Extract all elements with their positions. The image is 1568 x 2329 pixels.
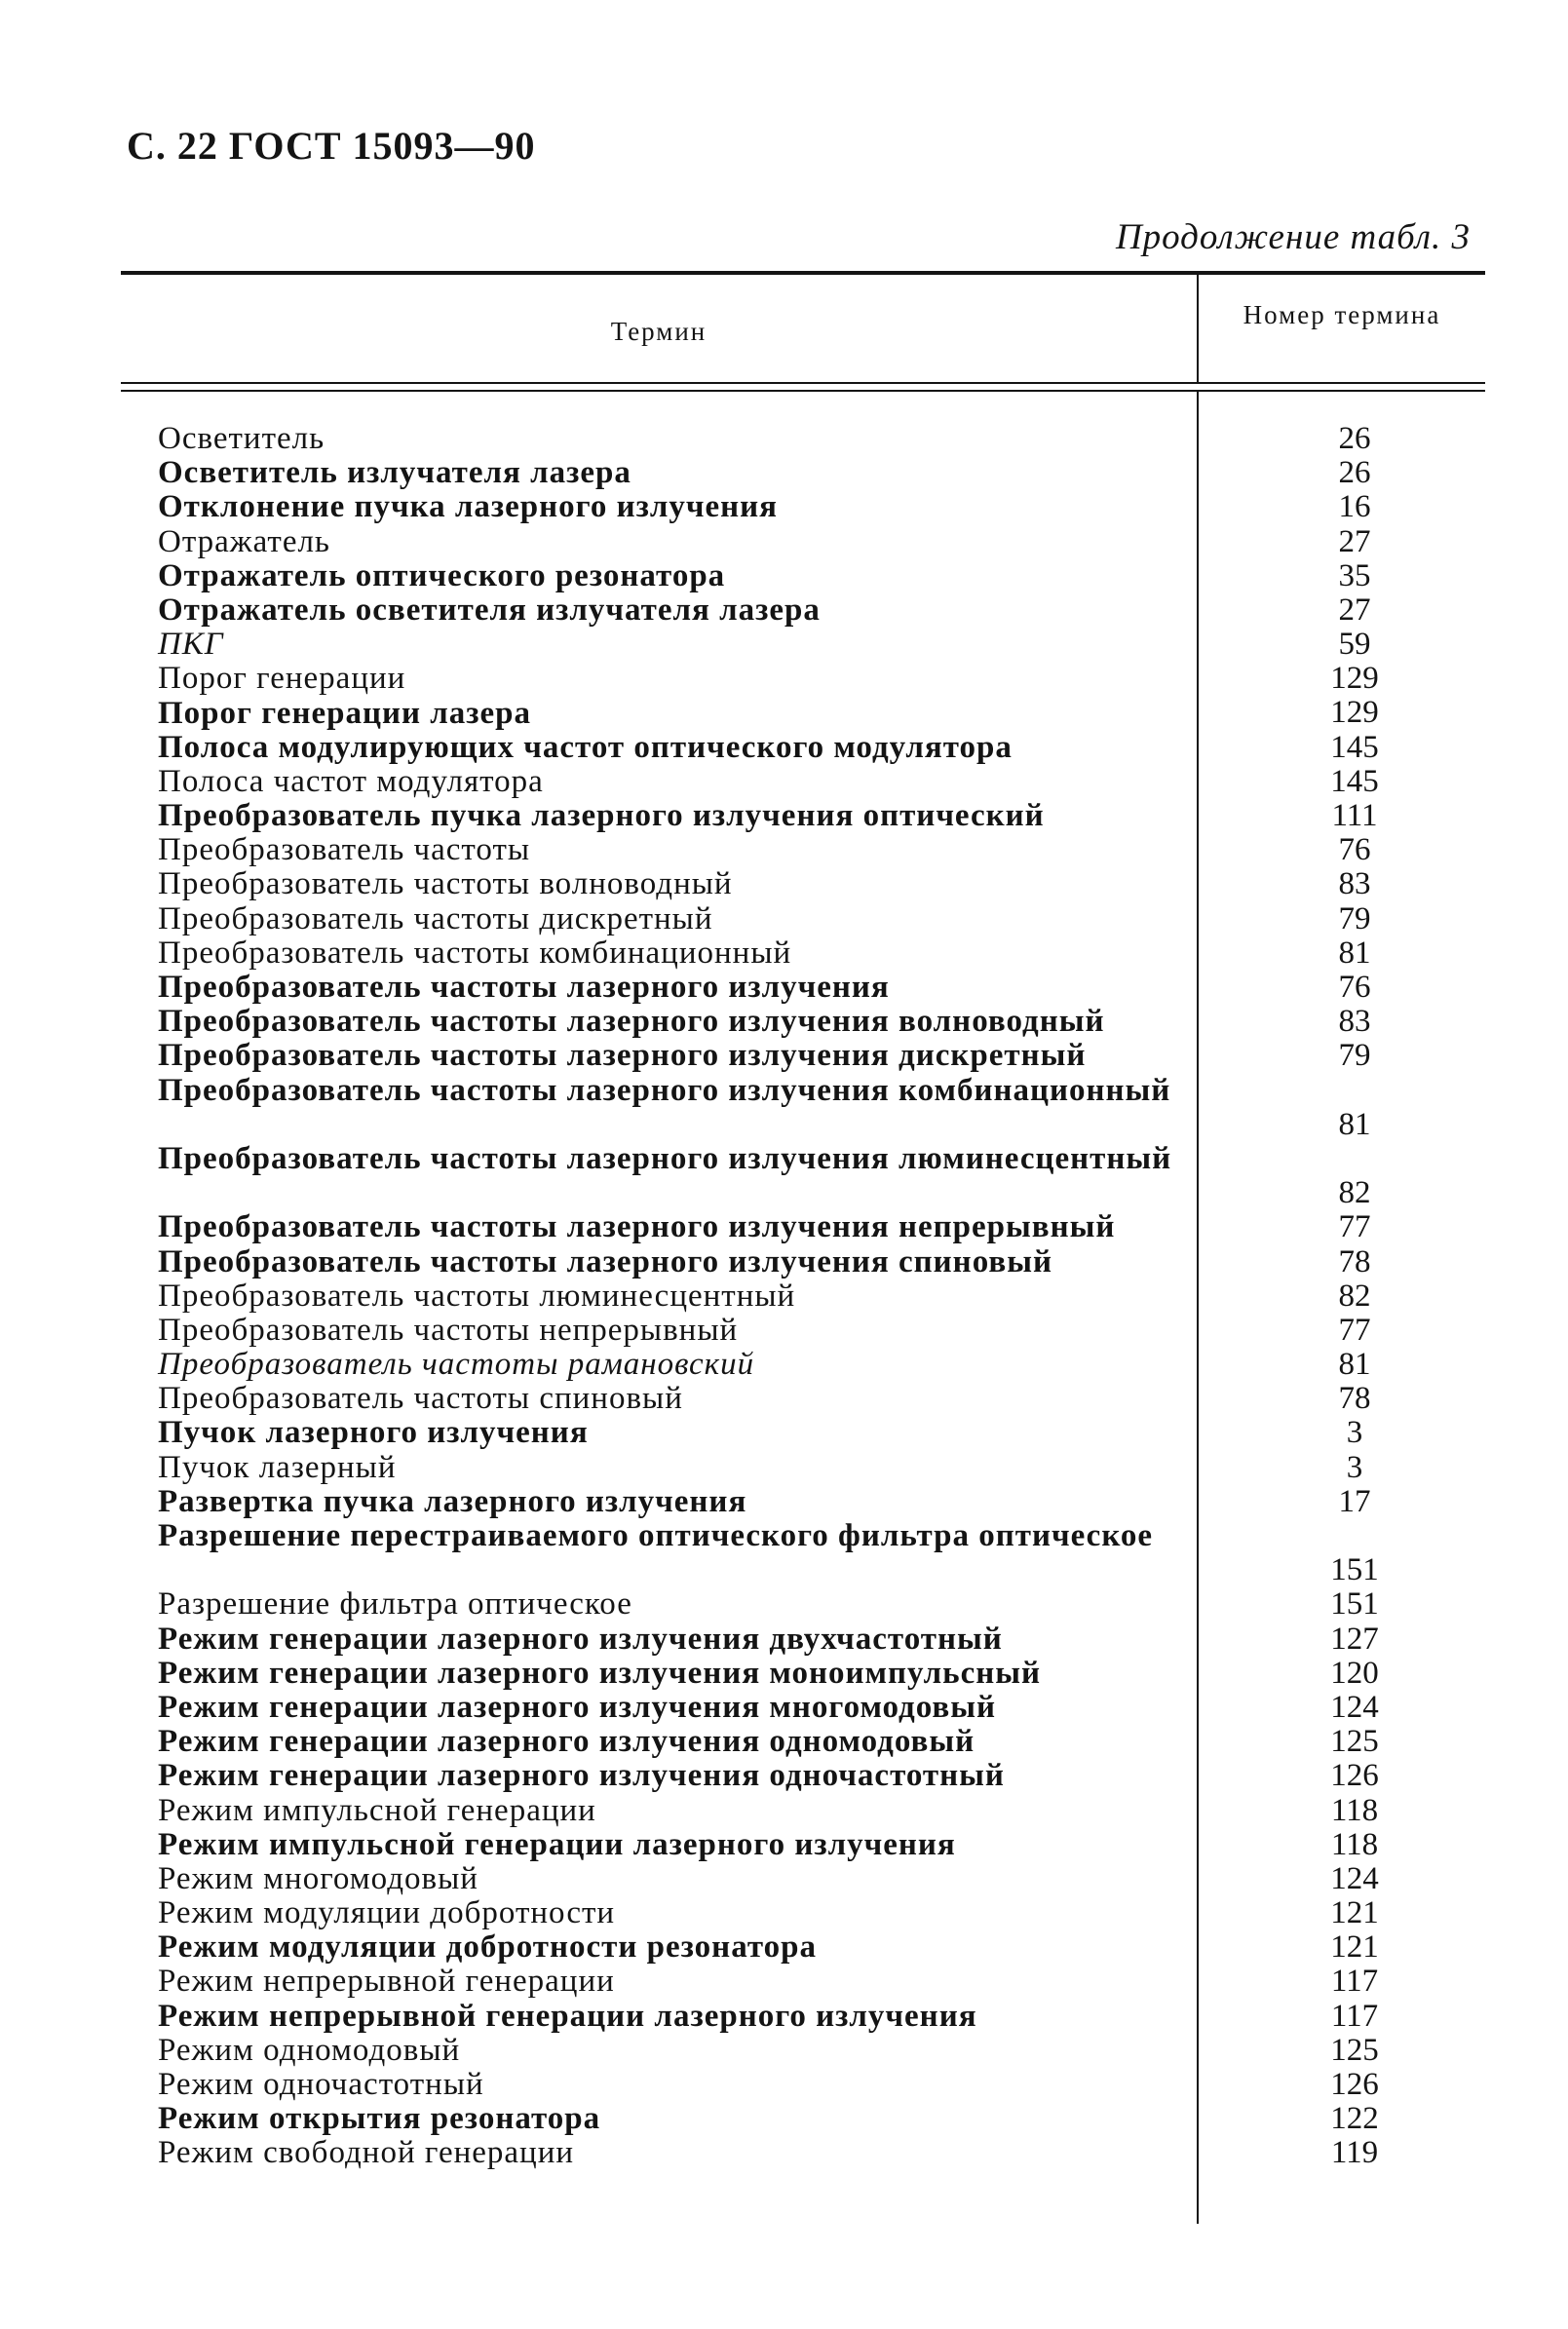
term-number: 125: [1330, 2032, 1379, 2068]
term-number: 78: [1338, 1381, 1371, 1417]
term-number: 82: [1338, 1278, 1371, 1314]
table-row: [121, 1896, 1485, 1930]
table-row: [121, 456, 1485, 490]
term-number: 118: [1330, 1826, 1379, 1862]
term-number: 145: [1330, 729, 1379, 765]
term-text: Преобразователь частоты комбинационный: [158, 935, 792, 971]
term-number: 120: [1330, 1655, 1379, 1691]
term-text: Преобразователь частоты непрерывный: [158, 1312, 739, 1348]
table-row: [121, 1382, 1485, 1416]
term-number: 127: [1330, 1621, 1379, 1657]
table-row: [121, 765, 1485, 799]
column-divider-header: [1197, 275, 1199, 382]
term-number: 81: [1338, 1347, 1371, 1383]
term-number: 145: [1330, 763, 1379, 799]
table-row: [121, 593, 1485, 628]
term-number: 124: [1330, 1860, 1379, 1896]
term-number: 121: [1330, 1929, 1379, 1966]
table-row: [121, 1965, 1485, 1999]
term-text: Полоса модулирующих частот оптического модулятора: [158, 729, 1013, 765]
term-number: 35: [1338, 557, 1371, 593]
table-row: [121, 525, 1485, 559]
table-row: [121, 1930, 1485, 1965]
term-number: 76: [1338, 969, 1371, 1005]
column-header-number: Номер термина: [1243, 300, 1441, 329]
table-row: [121, 2102, 1485, 2136]
table-row: [121, 1142, 1485, 1210]
term-text: Отражатель: [158, 523, 330, 559]
term-text: Режим непрерывной генерации: [158, 1964, 615, 2000]
term-number: 26: [1338, 455, 1371, 491]
table-row: [121, 1348, 1485, 1382]
table-row: [121, 799, 1485, 833]
term-number: 82: [1338, 1175, 1371, 1211]
header-rule-lower: [121, 390, 1485, 392]
term-text: Порог генерации: [158, 661, 406, 697]
term-text: Режим модуляции добротности: [158, 1895, 616, 1931]
term-number: 16: [1338, 489, 1371, 525]
header-rule-upper: [121, 382, 1485, 384]
table-row: [121, 833, 1485, 867]
term-text: Разрешение перестраиваемого оптического фильтра оптическое: [158, 1518, 1154, 1554]
table-row: [121, 867, 1485, 901]
term-text: Преобразователь частоты лазерного излучения непрерывный: [158, 1209, 1116, 1245]
table-row: [121, 422, 1485, 456]
term-number: 117: [1330, 1998, 1379, 2034]
table-row: [121, 1416, 1485, 1450]
term-text: Режим одночастотный: [158, 2067, 484, 2103]
table-row: [121, 1862, 1485, 1896]
term-text: Отклонение пучка лазерного излучения: [158, 489, 779, 525]
term-number: 76: [1338, 832, 1371, 868]
term-text: Пучок лазерного излучения: [158, 1415, 589, 1451]
term-number: 126: [1330, 1758, 1379, 1794]
table-row: [121, 1485, 1485, 1519]
term-number: 59: [1338, 627, 1371, 663]
term-number: 27: [1338, 592, 1371, 628]
term-text: Преобразователь частоты дискретный: [158, 900, 713, 936]
term-number: 79: [1338, 1038, 1371, 1074]
term-text: Порог генерации лазера: [158, 695, 532, 731]
term-number: 79: [1338, 900, 1371, 936]
term-number: 77: [1338, 1312, 1371, 1348]
term-text: Осветитель излучателя лазера: [158, 455, 631, 491]
term-text: Режим модуляции добротности резонатора: [158, 1929, 817, 1966]
table-row: [121, 1587, 1485, 1622]
term-text: Пучок лазерный: [158, 1449, 397, 1485]
table-row: [121, 1210, 1485, 1244]
term-text: Осветитель: [158, 421, 325, 456]
table-row: [121, 2068, 1485, 2102]
table-row: [121, 1314, 1485, 1348]
term-text: Преобразователь частоты спиновый: [158, 1381, 683, 1417]
term-number: 17: [1338, 1483, 1371, 1519]
term-number: 129: [1330, 661, 1379, 697]
term-number: 125: [1330, 1724, 1379, 1760]
table-row: [121, 1691, 1485, 1725]
table-row: [121, 1039, 1485, 1073]
term-text: Режим генерации лазерного излучения одночастотный: [158, 1758, 1005, 1794]
table-row: [121, 936, 1485, 971]
term-text: Преобразователь частоты лазерного излучения: [158, 970, 890, 1005]
term-text: Режим одномодовый: [158, 2032, 461, 2068]
term-text: Отражатель оптического резонатора: [158, 557, 726, 593]
table-row: [121, 490, 1485, 524]
term-number: 83: [1338, 1004, 1371, 1040]
term-text: Режим генерации лазерного излучения двухчастотный: [158, 1621, 1003, 1657]
table-row: [121, 2136, 1485, 2170]
table-row: [121, 2034, 1485, 2068]
term-number: 119: [1330, 2135, 1379, 2171]
term-text: Режим генерации лазерного излучения многомодовый: [158, 1689, 997, 1725]
term-number: 27: [1338, 523, 1371, 559]
term-text: Преобразователь частоты лазерного излучения комбинационный: [158, 1072, 1171, 1108]
term-text: Режим генерации лазерного излучения моноимпульсный: [158, 1655, 1042, 1691]
term-text: Полоса частот модулятора: [158, 763, 544, 799]
table-row: [121, 1657, 1485, 1691]
table-row: [121, 971, 1485, 1005]
term-number: 129: [1330, 695, 1379, 731]
term-text: Режим импульсной генерации: [158, 1792, 596, 1828]
table-row: [121, 1519, 1485, 1587]
term-text: Преобразователь частоты лазерного излучения спиновый: [158, 1243, 1052, 1279]
term-number: 117: [1330, 1964, 1379, 2000]
table-row: [121, 559, 1485, 593]
term-text: Режим многомодовый: [158, 1860, 478, 1896]
term-number: 126: [1330, 2067, 1379, 2103]
table-row: [121, 1074, 1485, 1142]
term-number: 111: [1331, 798, 1378, 834]
table-row: [121, 1245, 1485, 1279]
table-row: [121, 662, 1485, 696]
term-text: Разрешение фильтра оптическое: [158, 1586, 632, 1623]
term-text: Преобразователь частоты волноводный: [158, 866, 733, 902]
term-text: Преобразователь частоты рамановский: [158, 1347, 755, 1383]
term-text: Преобразователь пучка лазерного излучения оптический: [158, 798, 1045, 834]
term-text: Режим импульсной генерации лазерного излучения: [158, 1826, 956, 1862]
term-number: 124: [1330, 1689, 1379, 1725]
term-text: Преобразователь частоты люминесцентный: [158, 1278, 796, 1314]
term-number: 121: [1330, 1895, 1379, 1931]
term-number: 77: [1338, 1209, 1371, 1245]
term-number: 83: [1338, 866, 1371, 902]
term-number: 81: [1338, 1106, 1371, 1142]
term-number: 3: [1346, 1415, 1363, 1451]
table-row: [121, 697, 1485, 731]
term-text: Отражатель осветителя излучателя лазера: [158, 592, 821, 628]
term-number: 81: [1338, 935, 1371, 971]
term-text: Преобразователь частоты лазерного излучения люминесцентный: [158, 1140, 1172, 1176]
table-top-rule: [121, 271, 1485, 275]
term-text: Преобразователь частоты: [158, 832, 531, 868]
table-row: [121, 1828, 1485, 1862]
column-header-term: Термин: [610, 317, 708, 346]
table-row: [121, 2000, 1485, 2034]
table-row: [121, 1623, 1485, 1657]
term-text: Режим непрерывной генерации лазерного излучения: [158, 1998, 977, 2034]
table-row: [121, 1005, 1485, 1039]
table-row: [121, 1279, 1485, 1314]
term-number: 122: [1330, 2101, 1379, 2137]
term-text: Режим свободной генерации: [158, 2135, 575, 2171]
table-row: [121, 902, 1485, 936]
table-continuation-label: Продолжение табл. 3: [1115, 217, 1471, 257]
term-number: 151: [1330, 1552, 1379, 1588]
term-text: Режим генерации лазерного излучения одномодовый: [158, 1724, 975, 1760]
table-row: [121, 731, 1485, 765]
term-text: ПКГ: [158, 627, 224, 663]
term-text: Преобразователь частоты лазерного излучения волноводный: [158, 1004, 1105, 1040]
table-row: [121, 628, 1485, 662]
table-row: [121, 1794, 1485, 1828]
term-number: 3: [1346, 1449, 1363, 1485]
term-text: Режим открытия резонатора: [158, 2101, 601, 2137]
page-header: С. 22 ГОСТ 15093—90: [127, 124, 536, 168]
terms-table-body: [121, 422, 1485, 2171]
term-text: Развертка пучка лазерного излучения: [158, 1483, 747, 1519]
term-text: Преобразователь частоты лазерного излучения дискретный: [158, 1038, 1087, 1074]
term-number: 78: [1338, 1243, 1371, 1279]
term-number: 118: [1330, 1792, 1379, 1828]
table-row: [121, 1759, 1485, 1793]
term-number: 151: [1330, 1586, 1379, 1623]
table-row: [121, 1725, 1485, 1759]
table-row: [121, 1451, 1485, 1485]
term-number: 26: [1338, 420, 1371, 456]
